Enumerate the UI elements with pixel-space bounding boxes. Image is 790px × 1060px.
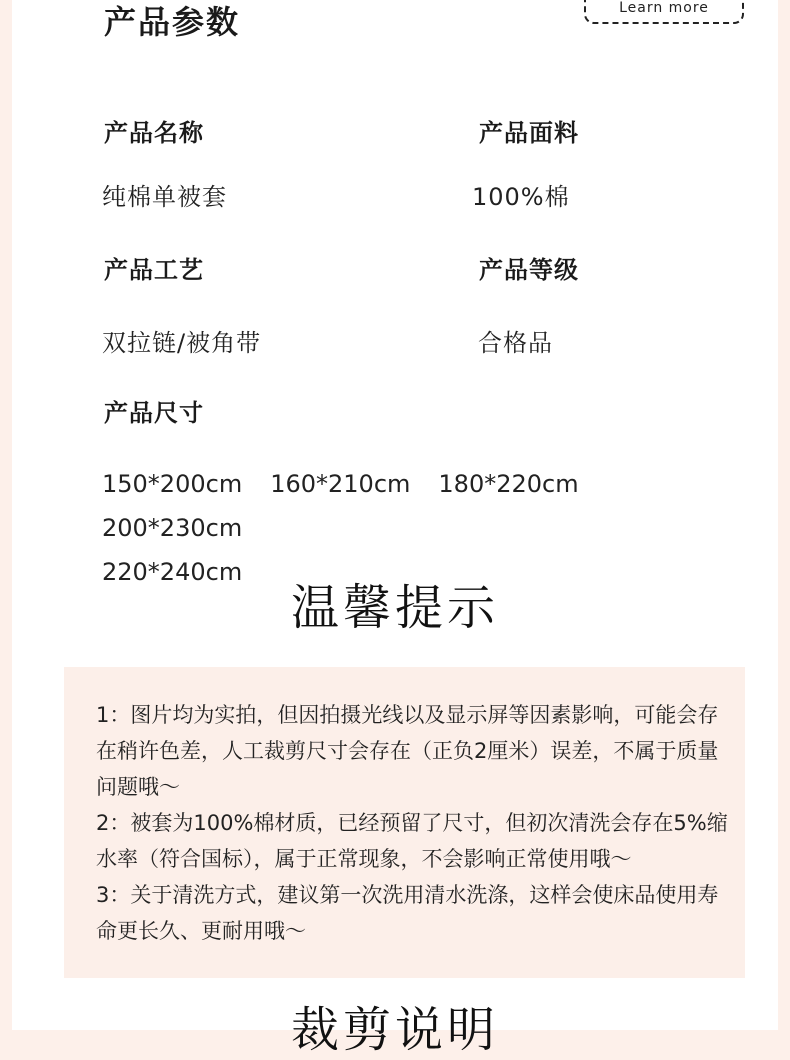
learn-more-button[interactable]: Learn more <box>584 0 744 24</box>
section-title-cutting: 裁剪说明 <box>290 1002 499 1058</box>
product-craft-label: 产品工艺 <box>104 256 204 284</box>
size-item: 200*230cm <box>102 514 243 542</box>
tip-item: 2：被套为100%棉材质，已经预留了尺寸，但初次清洗会存在5%缩水率（符合国标），属于正常现象，不会影响正常使用哦～ <box>96 811 728 871</box>
product-grade-label: 产品等级 <box>479 256 579 284</box>
section-title-params: 产品参数 <box>104 3 241 41</box>
product-grade-value: 合格品 <box>478 329 553 357</box>
size-item: 150*200cm <box>102 470 243 498</box>
product-name-label: 产品名称 <box>104 119 204 147</box>
size-item: 180*220cm <box>438 470 579 498</box>
tips-box <box>64 667 745 978</box>
product-name-value: 纯棉单被套 <box>102 183 227 211</box>
section-title-tips: 温馨提示 <box>290 580 499 636</box>
size-item: 220*240cm <box>102 558 243 586</box>
tip-item: 3：关于清洗方式，建议第一次洗用清水洗涤，这样会使床品使用寿命更长久、更耐用哦～ <box>96 883 719 943</box>
product-fabric-value: 100%棉 <box>472 183 570 211</box>
product-fabric-label: 产品面料 <box>479 119 579 147</box>
product-size-label: 产品尺寸 <box>104 399 204 427</box>
size-item: 160*210cm <box>270 470 411 498</box>
product-craft-value: 双拉链/被角带 <box>102 329 262 357</box>
tip-item: 1：图片均为实拍，但因拍摄光线以及显示屏等因素影响，可能会存在稍许色差，人工裁剪尺寸会存在（正负2厘米）误差，不属于质量问题哦～ <box>96 703 719 799</box>
product-size-list <box>102 462 742 594</box>
